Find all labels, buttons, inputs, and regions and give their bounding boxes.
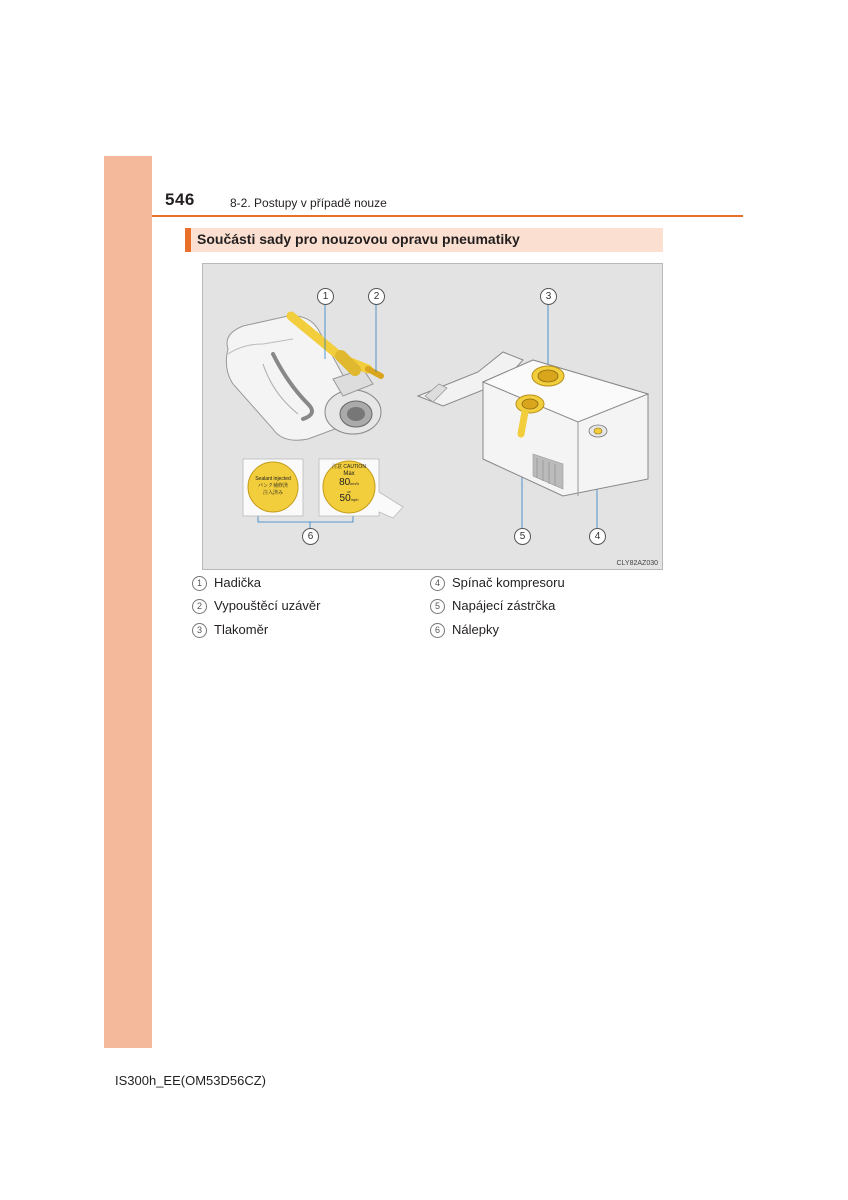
legend-label: Spínač kompresoru <box>452 575 565 590</box>
legend-number: 2 <box>192 599 207 614</box>
sticker-right-caution: 注意 CAUTION <box>332 464 366 470</box>
sticker-left-line2: パンク補修済 <box>258 483 288 489</box>
footer-model-code: IS300h_EE(OM53D56CZ) <box>115 1073 267 1088</box>
callout-1: 1 <box>317 288 334 305</box>
page-number: 546 <box>165 190 195 209</box>
sticker-right-kmh-value: 80 <box>339 477 351 488</box>
legend-number: 1 <box>192 576 207 591</box>
callout-6: 6 <box>302 528 319 545</box>
legend-label: Nálepky <box>452 622 499 637</box>
kit-drawing <box>203 264 664 571</box>
legend-label: Napájecí zástrčka <box>452 598 556 613</box>
sticker-left-line3: 注入済み <box>262 490 283 496</box>
legend-number: 4 <box>430 576 445 591</box>
tire-repair-kit-illustration <box>202 263 663 570</box>
legend-item-5 <box>430 598 555 616</box>
legend-item-4 <box>430 575 565 593</box>
legend-item-6 <box>430 622 499 640</box>
callout-2: 2 <box>368 288 385 305</box>
legend-item-1 <box>192 575 261 593</box>
header-rule <box>152 215 743 217</box>
legend-label: Vypouštěcí uzávěr <box>214 598 321 613</box>
sticker-left-text <box>250 476 296 497</box>
callout-4: 4 <box>589 528 606 545</box>
section-heading-accent <box>185 228 191 252</box>
figure-code: CLY82AZ030 <box>616 560 658 567</box>
legend-number: 6 <box>430 623 445 638</box>
section-title: Součásti sady pro nouzovou opravu pneumatiky <box>197 231 520 247</box>
legend-number: 5 <box>430 599 445 614</box>
legend-item-2 <box>192 598 320 616</box>
legend-number: 3 <box>192 623 207 638</box>
sticker-right-text <box>324 464 374 505</box>
sticker-right-or: or <box>347 489 351 494</box>
sticker-right-mph-unit: mph <box>350 497 359 502</box>
sticker-right-max: Max <box>343 471 355 477</box>
section-heading-bar <box>185 228 663 252</box>
compressor-drawing <box>418 352 648 496</box>
side-band <box>104 156 152 1048</box>
sticker-left-line1: Sealant injected <box>255 476 291 482</box>
legend-item-3 <box>192 622 268 640</box>
sealant-bottle-drawing <box>226 316 381 440</box>
section-reference: 8-2. Postupy v případě nouze <box>230 196 387 210</box>
sticker-right-mph-value: 50 <box>339 493 351 504</box>
callout-5: 5 <box>514 528 531 545</box>
legend-label: Tlakoměr <box>214 622 269 637</box>
sticker-right-kmh-unit: km/h <box>350 481 359 486</box>
legend-label: Hadička <box>214 575 261 590</box>
callout-3: 3 <box>540 288 557 305</box>
